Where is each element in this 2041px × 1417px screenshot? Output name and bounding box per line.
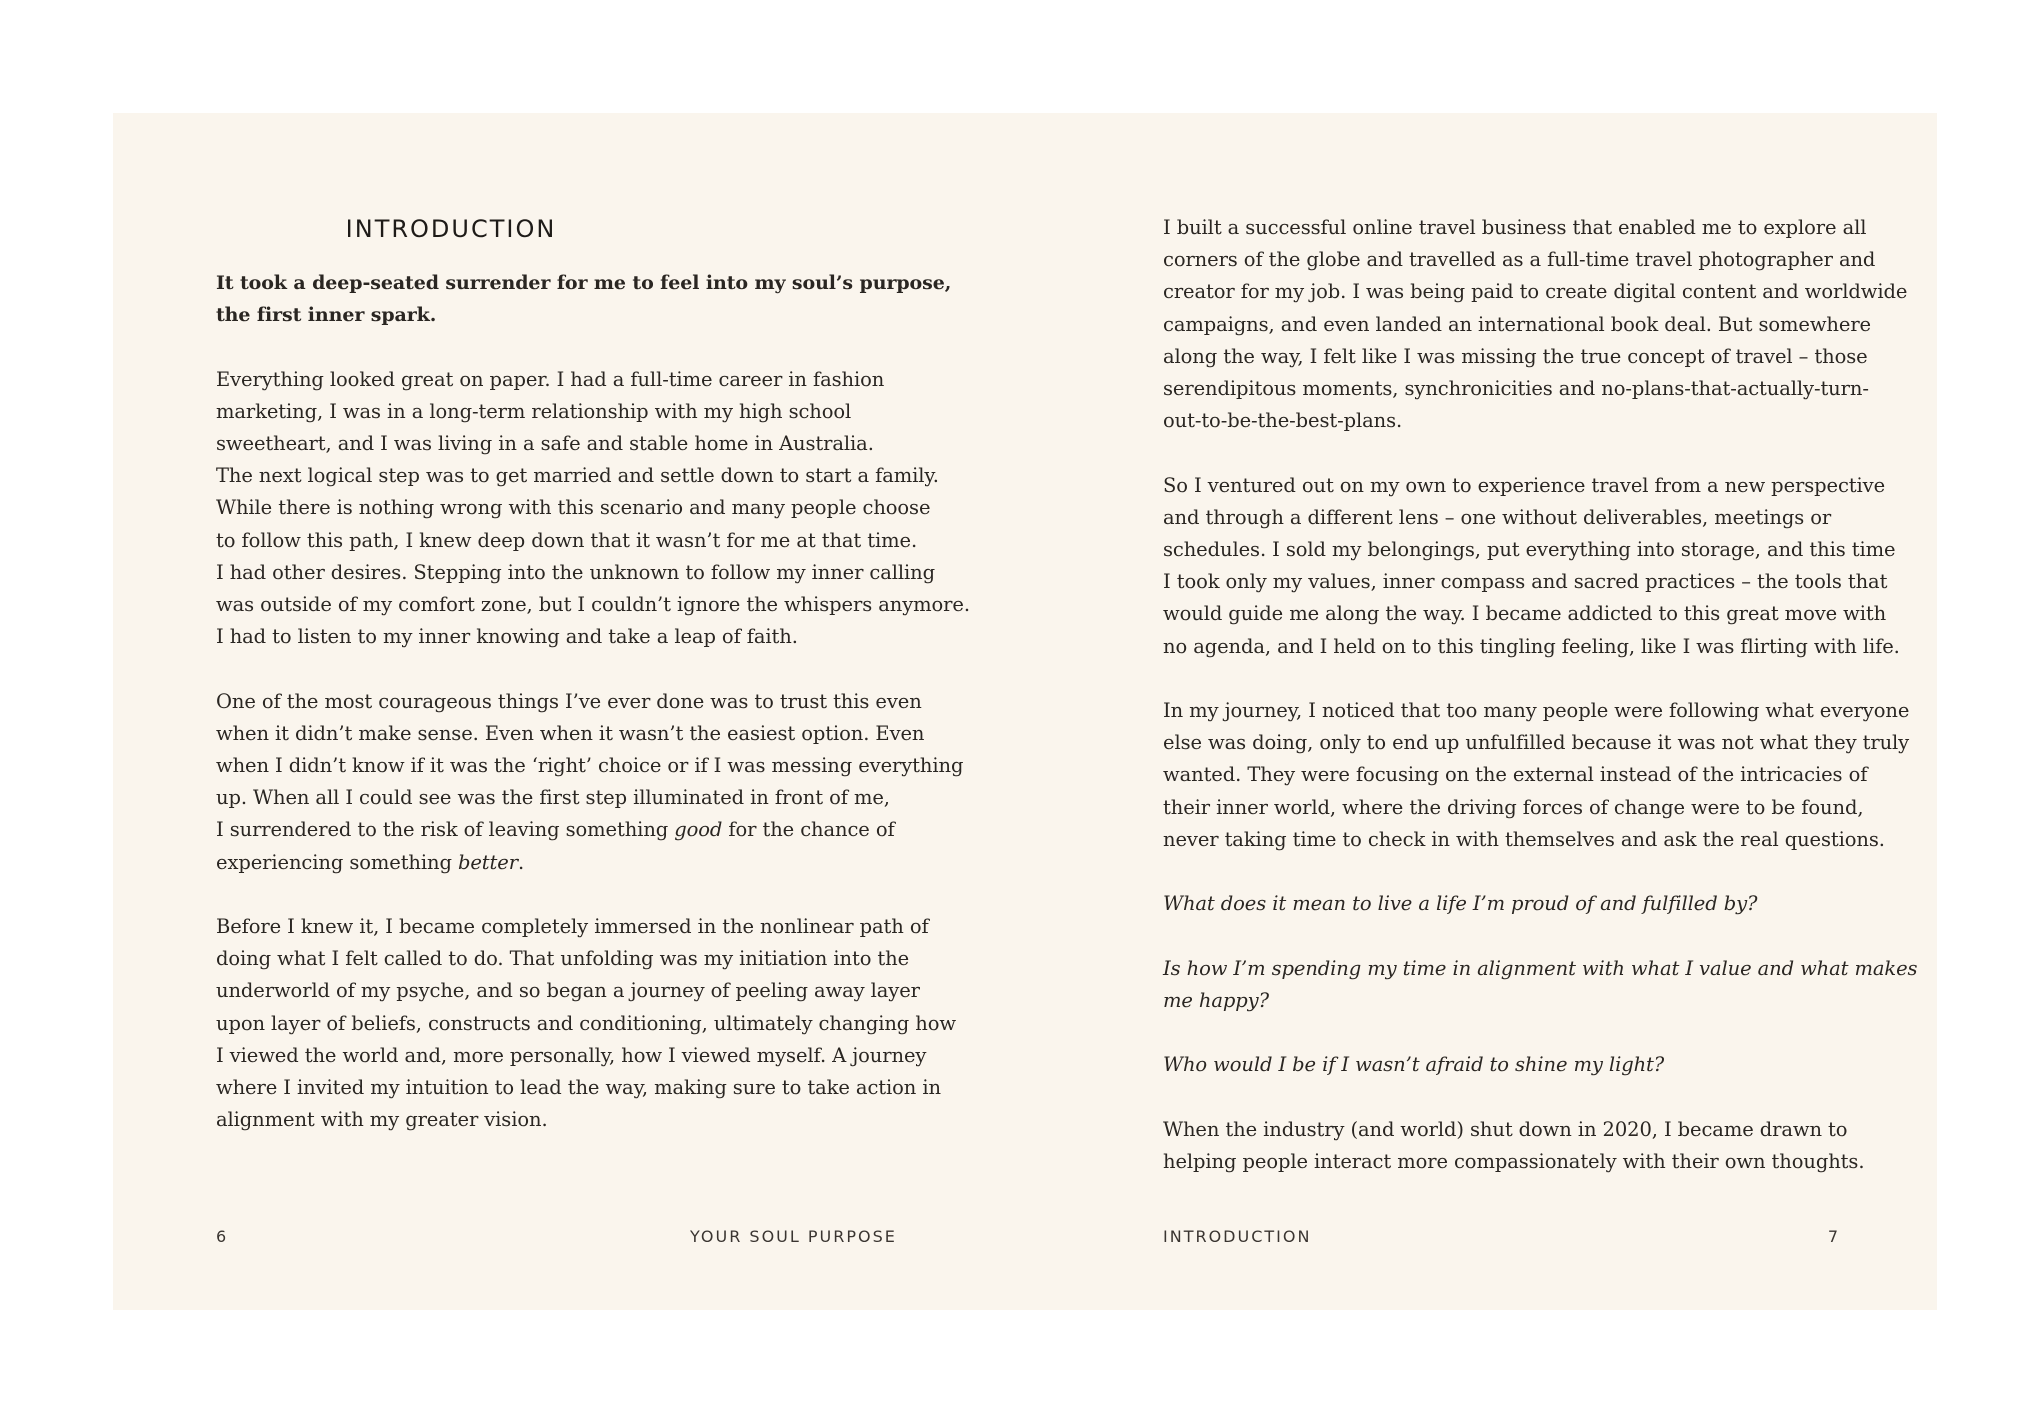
text-line: no agenda, and I held on to this tingling feeling, like I was flirting with life. xyxy=(1163,634,1900,658)
page-number-right: 7 xyxy=(1827,1227,1840,1246)
text-line: the first inner spark. xyxy=(216,304,437,327)
text-line: to follow this path, I knew deep down that it wasn’t for me at that time. xyxy=(216,528,918,552)
right-text-column xyxy=(1163,212,1918,1210)
page-number-left: 6 xyxy=(216,1227,229,1246)
text-line: alignment with my greater vision. xyxy=(216,1108,548,1132)
paragraph-1 xyxy=(1163,212,1908,437)
text-line: and through a different lens – one without deliverables, meetings or xyxy=(1163,505,1832,529)
running-head-right: INTRODUCTION xyxy=(1163,1227,1312,1246)
text-line: One of the most courageous things I’ve ever done was to trust this even xyxy=(216,689,922,713)
text-run: . xyxy=(517,850,525,874)
paragraph-4 xyxy=(1163,1114,1865,1178)
text-line: marketing, I was in a long-term relationship with my high school xyxy=(216,399,852,423)
text-line: I viewed the world and, more personally, how I viewed myself. A journey xyxy=(216,1043,927,1067)
text-line: underworld of my psyche, and so began a journey of peeling away layer xyxy=(216,979,920,1003)
text-line: Before I knew it, I became completely immersed in the nonlinear path of xyxy=(216,915,929,939)
text-line: upon layer of beliefs, constructs and conditioning, ultimately changing how xyxy=(216,1011,956,1035)
chapter-title: INTRODUCTION xyxy=(345,215,557,243)
text-line: campaigns, and even landed an international book deal. But somewhere xyxy=(1163,312,1871,336)
running-head-left: YOUR SOUL PURPOSE xyxy=(690,1227,897,1246)
text-line: never taking time to check in with themselves and ask the real questions. xyxy=(1163,827,1885,851)
right-page xyxy=(1025,113,1937,1310)
text-line: Is how I’m spending my time in alignment with what I value and what makes xyxy=(1163,956,1918,980)
text-line: corners of the globe and travelled as a full-time travel photographer and xyxy=(1163,248,1876,272)
text-line: schedules. I sold my belongings, put everything into storage, and this time xyxy=(1163,538,1896,562)
text-line: The next logical step was to get married and settle down to start a family. xyxy=(216,464,939,488)
question-1 xyxy=(1163,888,1853,920)
text-line: helping people interact more compassionately with their own thoughts. xyxy=(1163,1149,1865,1173)
text-line: else was doing, only to end up unfulfilled because it was not what they truly xyxy=(1163,731,1910,755)
text-line: Who would I be if I wasn’t afraid to shine my light? xyxy=(1163,1053,1665,1077)
text-line xyxy=(216,814,906,846)
text-line: I took only my values, inner compass and sacred practices – the tools that xyxy=(1163,570,1888,594)
text-line: It took a deep-seated surrender for me to feel into my soul’s purpose, xyxy=(216,272,952,294)
text-line: out-to-be-the-best-plans. xyxy=(1163,409,1403,433)
left-page xyxy=(113,113,1025,1310)
text-line: So I ventured out on my own to experience travel from a new perspective xyxy=(1163,473,1886,497)
text-line: sweetheart, and I was living in a safe and stable home in Australia. xyxy=(216,432,874,455)
text-line: when I didn’t know if it was the ‘right’ choice or if I was messing everything xyxy=(216,754,964,778)
text-line: me happy? xyxy=(1163,988,1269,1012)
text-line: when it didn’t make sense. Even when it wasn’t the easiest option. Even xyxy=(216,721,925,745)
text-line: would guide me along the way. I became addicted to this great move with xyxy=(1163,602,1887,626)
paragraph-3 xyxy=(1163,695,1910,856)
text-line: doing what I felt called to do. That unfolding was my initiation into the xyxy=(216,947,910,971)
text-line: Everything looked great on paper. I had a full-time career in fashion xyxy=(216,367,885,391)
text-line xyxy=(216,847,906,879)
text-run: experiencing something xyxy=(216,850,458,874)
book-spread xyxy=(113,113,1937,1310)
text-line: where I invited my intuition to lead the way, making sure to take action in xyxy=(216,1076,941,1100)
paragraph-3 xyxy=(216,911,956,1136)
text-line: What does it mean to live a life I’m proud of and fulfilled by? xyxy=(1163,892,1758,916)
lead-paragraph xyxy=(216,267,952,331)
paragraph-1 xyxy=(216,364,970,654)
text-line: their inner world, where the driving forces of change were to be found, xyxy=(1163,795,1864,819)
left-text-column xyxy=(216,212,970,1169)
text-line: In my journey, I noticed that too many people were following what everyone xyxy=(1163,699,1910,723)
emphasis-better: better xyxy=(457,850,518,874)
paragraph-2 xyxy=(1163,470,1900,663)
text-line: serendipitous moments, synchronicities and no-plans-that-actually-turn- xyxy=(1163,377,1869,401)
emphasis-good: good xyxy=(674,818,723,842)
text-line: When the industry (and world) shut down in 2020, I became drawn to xyxy=(1163,1117,1848,1141)
text-line: along the way, I felt like I was missing the true concept of travel – those xyxy=(1163,344,1868,368)
question-2 xyxy=(1163,953,1918,1017)
text-line: I had other desires. Stepping into the unknown to follow my inner calling xyxy=(216,560,936,584)
text-run: I surrendered to the risk of leaving something xyxy=(216,818,675,842)
text-line: wanted. They were focusing on the external instead of the intricacies of xyxy=(1163,763,1868,787)
text-line: creator for my job. I was being paid to create digital content and worldwide xyxy=(1163,280,1908,304)
text-line: I had to listen to my inner knowing and take a leap of faith. xyxy=(216,625,798,649)
text-line: was outside of my comfort zone, but I couldn’t ignore the whispers anymore. xyxy=(216,593,970,617)
paragraph-2 xyxy=(216,686,964,879)
text-line: While there is nothing wrong with this scenario and many people choose xyxy=(216,496,931,520)
question-3 xyxy=(1163,1049,1853,1081)
text-run: for the chance of xyxy=(722,818,895,842)
text-line: up. When all I could see was the first step illuminated in front of me, xyxy=(216,786,890,810)
text-line: I built a successful online travel business that enabled me to explore all xyxy=(1163,216,1867,239)
